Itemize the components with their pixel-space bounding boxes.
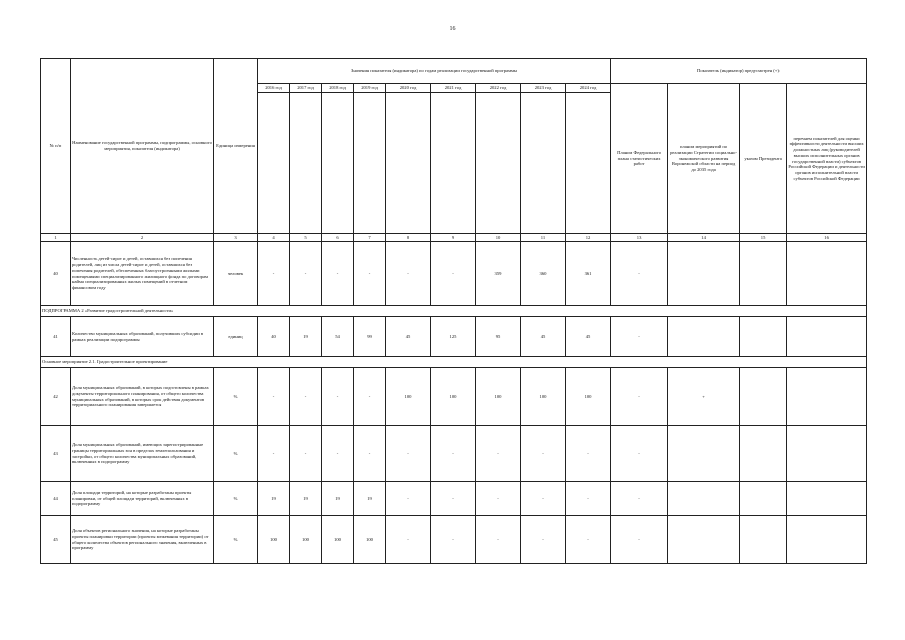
year-2024: 2024 год [566,84,611,93]
page-number: 16 [449,26,456,32]
header-strategy: планом мероприятий по реализации Стратегии социально-экономического развития Воронежской области на период до 2035 года [668,84,740,234]
table-row: 45 Доля объектов регионального значения, на которые разработаны проекты планировки территории (проекты межевания территории) от общего количества объектов регионального значения, включенных в программу % 100 100 100 100 - - - - - - [41,516,867,564]
header-values-group: Значения показателя (индикатора) по годам реализации государственной программы [258,59,611,84]
header-name: Наименование государственной программы, подпрограммы, основного мероприятия, показателя (индикатора) [71,59,214,234]
year-2023: 2023 год [521,84,566,93]
header-eval: перечнем показателей для оценки эффективности деятельности высших должностных лиц (руководителей высших исполнительных органов государственной власти) субъектов Российской Федерации и деятельности органов исполнительной власти субъектов Российской Федерации [787,84,867,234]
header-fed-plan: Планом Федерального плана статистических работ [611,84,668,234]
header-indicator-group: Показатель (индикатор) предусмотрен (+): [611,59,867,84]
year-2017: 2017 год [290,84,322,93]
numbering-row: 1 2 3 4 5 6 7 8 9 10 11 12 13 14 15 16 [41,234,867,242]
year-2021: 2021 год [431,84,476,93]
subprogram-row: ПОДПРОГРАММА 2 «Развитие градостроительной деятельности» [41,306,867,317]
indicators-table [40,58,867,564]
table-row: 42 Доля муниципальных образований, в которых подготовлены в рамках документы территориального планирования, от общего количества муниципальных образований, в которых срок действия документов территориального планирования завершается % - - - - 100 100 100 100 100 - + [41,368,867,426]
year-2018: 2018 год [322,84,354,93]
table-row: 43 Доля муниципальных образований, имеющих зарегистрированные границы территориальных зон в пределах землепользования и застройки, от общего количества муниципальных образований, включенных в подпрограмму % - - - - - - - - - - [41,426,867,482]
year-2020: 2020 год [386,84,431,93]
header-decree: указом Президента [740,84,787,234]
header-num: № п/п [41,59,71,234]
year-2019: 2019 год [354,84,386,93]
header-unit: Единица измерения [214,59,258,234]
year-2022: 2022 год [476,84,521,93]
year-2016: 2016 год [258,84,290,93]
table-row: 44 Доля площади территорий, на которые разработаны проекты планировки, от общей площади территорий, включенных в подпрограмму % 19 19 19 19 - - - - - - [41,482,867,516]
table-row: 40 Численность детей-сирот и детей, оставшихся без попечения родителей, лиц из числа детей-сирот и детей, оставшихся без попечения родителей, обеспеченных благоустроенными жилыми помещениями специализированного жилищного фонда по договорам найма специализированных жилых помещений в отчетном финансовом году человек - - - - - - 359 360 361 - [41,242,867,306]
table-row: 41 Количество муниципальных образований, получивших субсидии в рамках реализации подпрограммы единиц 40 19 54 99 45 125 95 45 45 - [41,317,867,357]
main-activity-row: Основное мероприятие 2.1. Градостроительное проектирование [41,357,867,368]
